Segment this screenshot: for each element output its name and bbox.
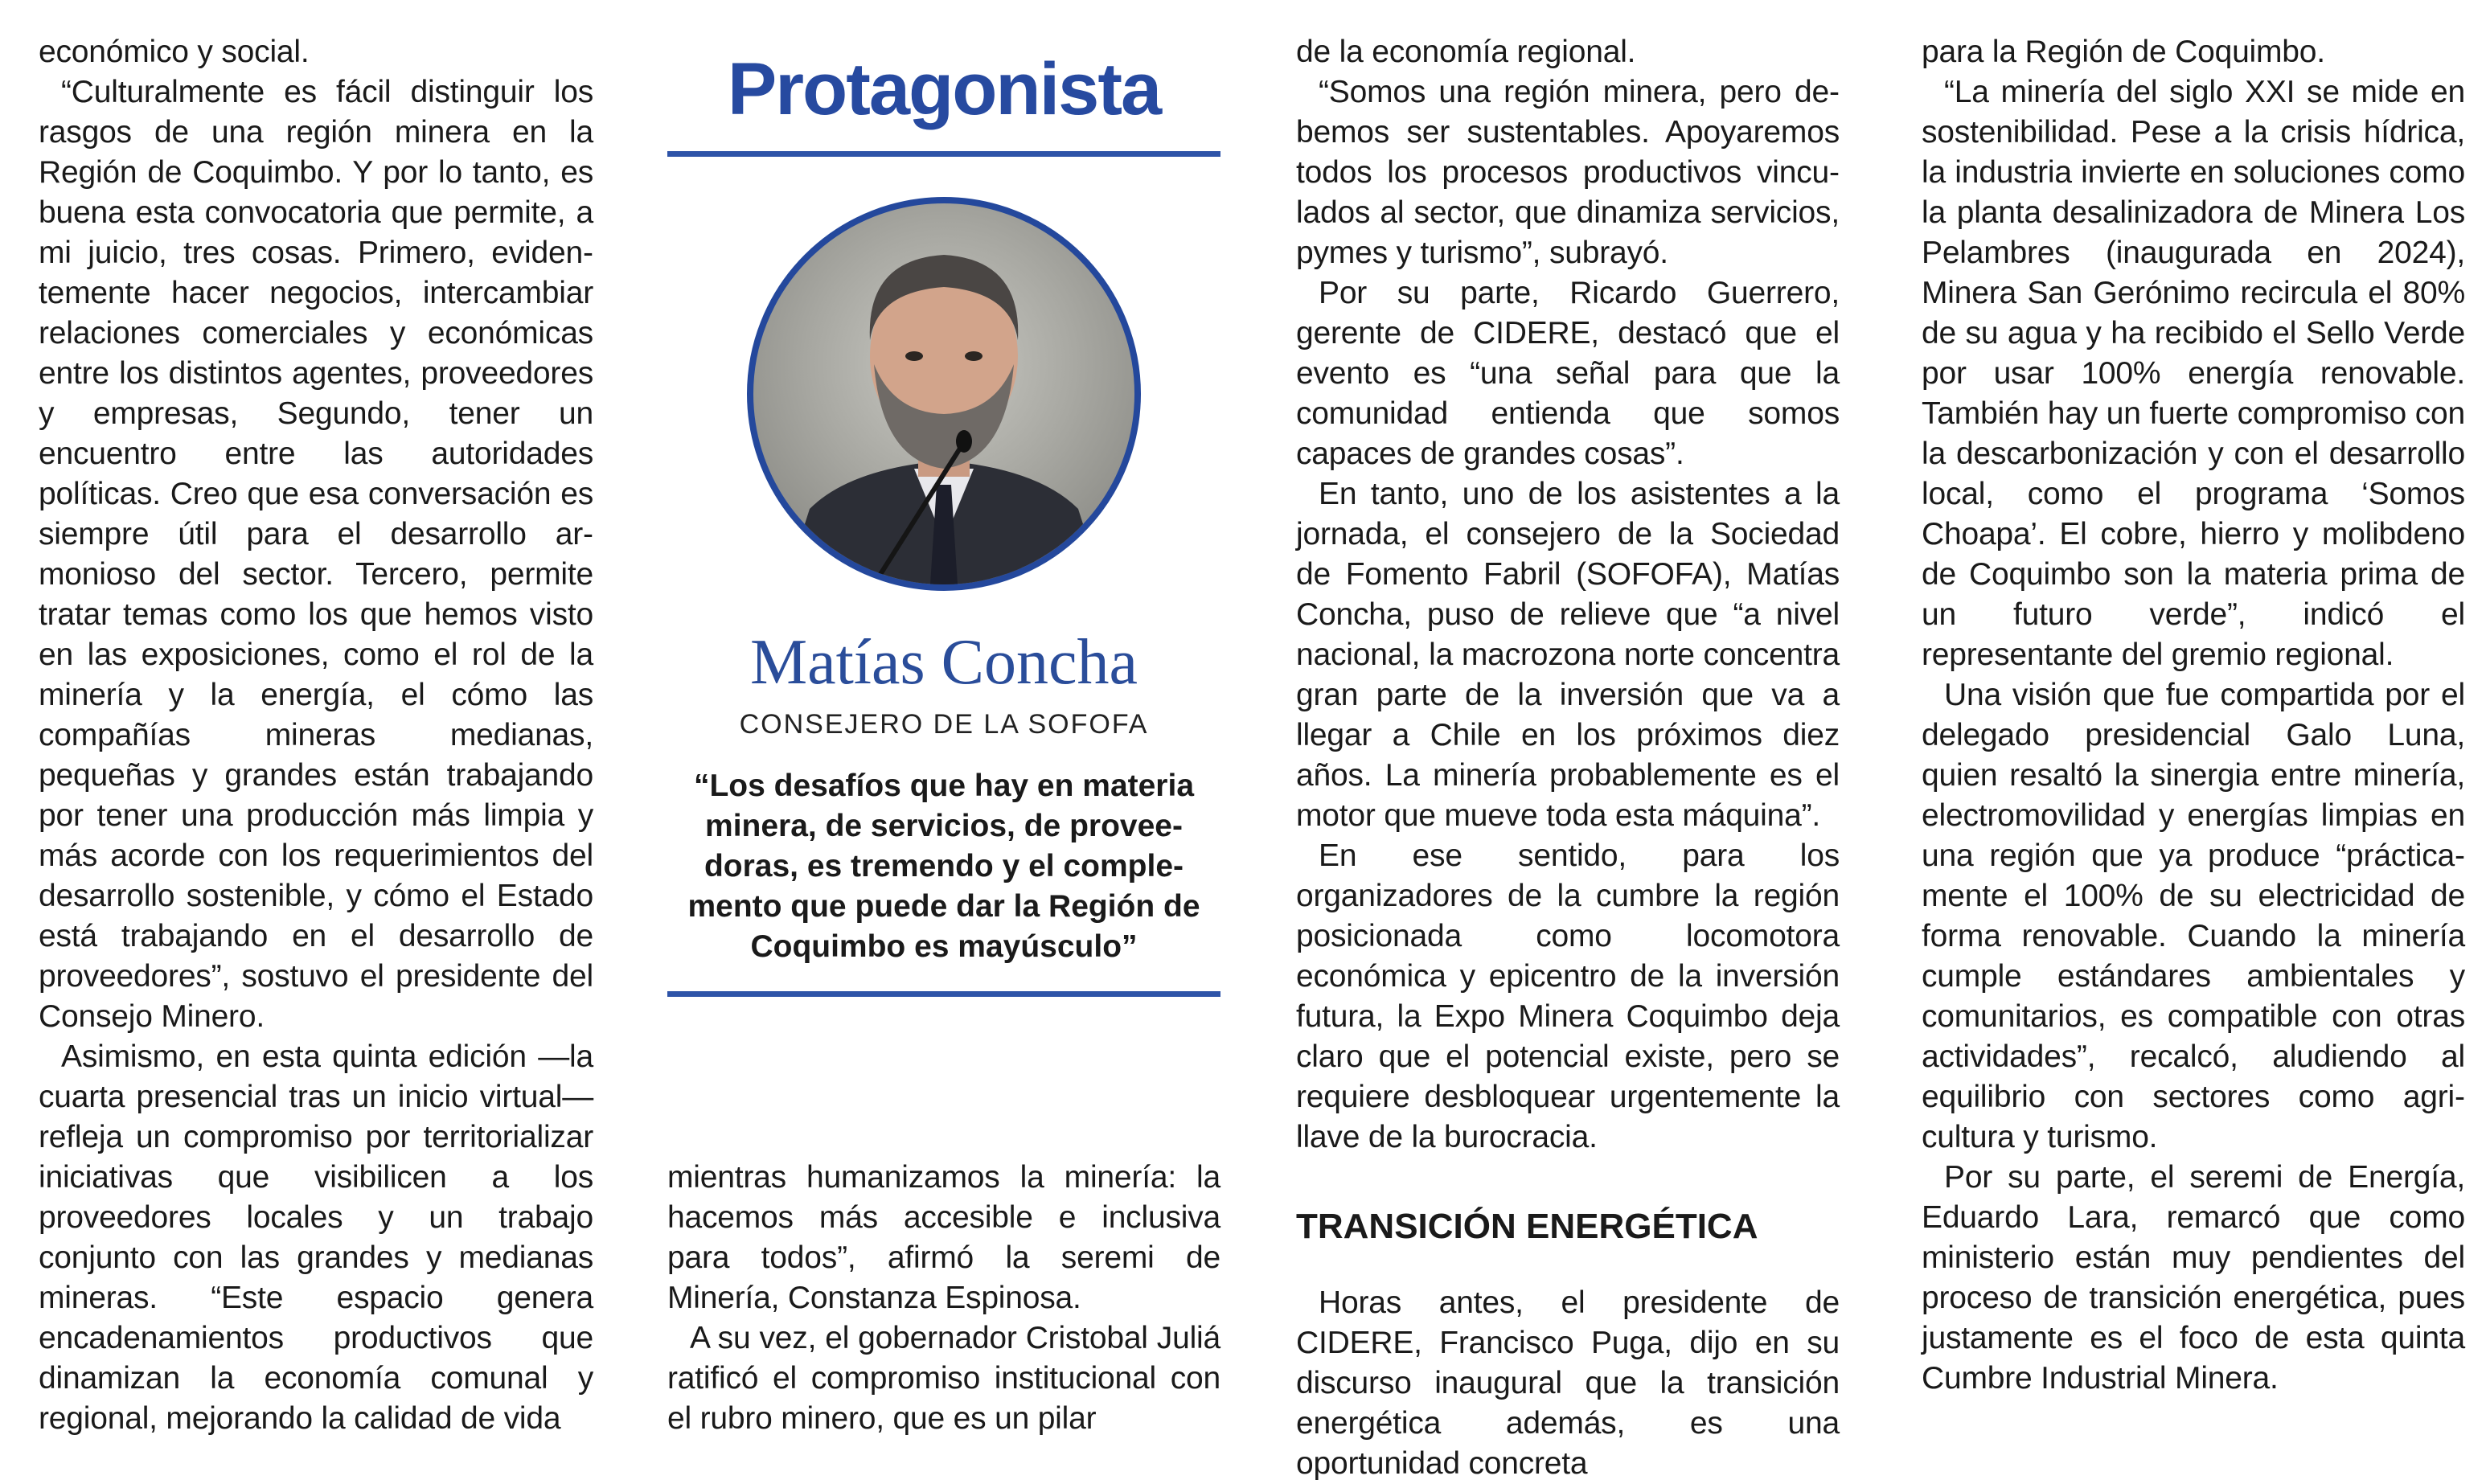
paragraph: A su vez, el gobernador Cristobal Juliá ratificó el compromiso institucional con el rubro minero, que es un pilar xyxy=(667,1321,1220,1436)
portrait-photo xyxy=(747,197,1141,591)
paragraph: mientras humanizamos la minería: la hacemos más accesible e inclusiva para todos”, afirmó la seremi de Minería, Constanza Espinosa. xyxy=(667,1160,1220,1315)
paragraph: Asimismo, en esta quinta edición —la cuarta presencial tras un inicio virtual— refleja un compromiso por territorializar iniciativas que visibilicen a los proveedores locales y un trabajo conjunto con las grandes y medianas mineras. “Este espacio genera encadenamientos productivos que dinamizan la economía comunal y regional, mejorando la calidad de vida xyxy=(39,1039,593,1436)
paragraph: “Somos una región minera, pero debemos ser sustentables. Apoyaremos todos los procesos productivos vinculados al sector, que dinamiza servicios, pymes y turismo”, subrayó. xyxy=(1296,75,1840,270)
paragraph: Por su parte, el seremi de Energía, Eduardo Lara, remarcó que como ministerio están muy pendientes del proceso de transición energética, pues justamente es el foco de esta quinta Cumbre Industrial Minera. xyxy=(1922,1160,2465,1396)
paragraph: Una visión que fue compartida por el delegado presidencial Galo Luna, quien resaltó la sinergia entre minería, electromovilidad y energías limpias en una región que ya produce “prácticamente el 100% de su electricidad de forma renovable. Cuando la minería cumple estándares ambientales y comunitarios, es compatible con otras actividades”, recalcó, aludiendo al equilibrio con sectores como agricultura y turismo. xyxy=(1922,678,2465,1154)
paragraph: Por su parte, Ricardo Guerrero, gerente de CIDERE, destacó que el evento es “una señal para que la comunidad entienda que somos capaces de grandes cosas”. xyxy=(1296,276,1840,471)
paragraph: Horas antes, el presidente de CIDERE, Francisco Puga, dijo en su discurso inaugural que la transición energética además, es una oportunidad concreta xyxy=(1296,1285,1840,1481)
paragraph: para la Región de Coquimbo. xyxy=(1922,35,2325,69)
top-divider xyxy=(667,151,1220,157)
bottom-divider xyxy=(667,991,1220,997)
protagonist-name: Matías Concha xyxy=(749,627,1138,698)
protagonist-role: CONSEJERO DE LA SOFOFA xyxy=(739,709,1149,740)
box-title: Protagonista xyxy=(727,48,1161,130)
pull-quote: “Los desafíos que hay en materia minera, de servicios, de proveedoras, es tremendo y el complemento que puede dar la Región de Coquimbo es mayúsculo” xyxy=(687,769,1200,964)
paragraph: “La minería del siglo XXI se mide en sostenibilidad. Pese a la crisis hídrica, la industria invierte en soluciones como la planta desalinizadora de Minera Los Pelambres (inaugurada en 2024), Minera San Gerónimo recircula el 80% de su agua y ha recibido el Sello Verde por usar 100% energía renovable. También hay un fuerte compromiso con la descarbonización y con el desarrollo local, como el programa ‘Somos Choapa’. El cobre, hierro y molibdeno de Coquimbo son la materia prima de un futuro verde”, indicó el representante del gremio regional. xyxy=(1922,75,2465,672)
section-subhead: TRANSICIÓN ENERGÉTICA xyxy=(1296,1207,1758,1246)
paragraph: En tanto, uno de los asistentes a la jornada, el consejero de la Sociedad de Fomento Fabril (SOFOFA), Matías Concha, puso de relieve que “a nivel nacional, la macrozona norte concentra gran parte de la inversión que va a llegar a Chile en los próximos diez años. La minería probablemente es el motor que mueve toda esta máquina”. xyxy=(1296,477,1840,833)
article-column-1 xyxy=(39,32,593,1439)
paragraph: de la economía regional. xyxy=(1296,35,1636,69)
paragraph: “Culturalmente es fácil distinguir los rasgos de una región minera en la Región de Coquimbo. Y por lo tanto, es buena esta convocatoria que permite, a mi juicio, tres cosas. Primero, evidentemente hacer negocios, intercambiar relaciones comerciales y económicas entre los distintos agentes, proveedores y empresas, Segundo, tener un encuentro entre las autoridades políticas. Creo que esa conversación es siempre útil para el desarrollo armonioso del sector. Tercero, permite tratar temas como los que hemos visto en las exposiciones, como el rol de la minería y la energía, el cómo las compañías mineras medianas, pequeñas y grandes están trabajando por tener una producción más limpia y más acorde con los requerimientos del desarrollo sostenible, y cómo el Estado está trabajando en el desarrollo de proveedores”, sostuvo el presidente del Consejo Minero. xyxy=(39,75,593,1034)
article-column-2 xyxy=(667,1158,1220,1439)
paragraph: económico y social. xyxy=(39,35,310,69)
article-column-3 xyxy=(1296,32,1840,1484)
article-column-4 xyxy=(1922,32,2465,1399)
protagonist-box xyxy=(667,32,1220,997)
paragraph: En ese sentido, para los organizadores de la cumbre la región posicionada como locomotora económica y epicentro de la inversión futura, la Expo Minera Coquimbo deja claro que el potencial existe, pero se requiere desbloquear urgentemente la llave de la burocracia. xyxy=(1296,838,1840,1154)
